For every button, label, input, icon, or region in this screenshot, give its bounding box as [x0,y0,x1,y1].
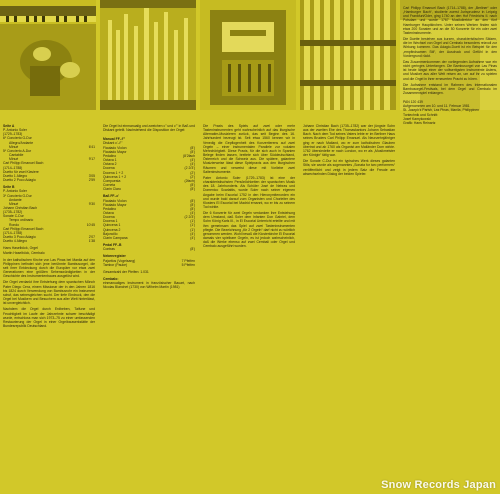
cembalo-text: einmanualiges Instrument in französischer Bauart, nach Nicolas Blanchet (1730) von Wilhelm Martin (1981) [103,281,195,290]
watermark: Snow Records Japan [381,479,496,491]
composer-cpe-bach: Carl Philipp Emanuel Bach [3,226,44,231]
register-value: (4') [190,210,195,215]
movement-label: Cantabile [9,153,24,158]
track-list-item: Duetto 2 Poco Adagio 2'59 [3,178,95,183]
register-value: (8') [190,206,195,211]
composer-cpe-bach: Carl Philipp Emanuel Bach [3,161,44,166]
register-value: (4') [190,158,195,163]
register-value: (8') [190,247,195,252]
column-text-5 [403,6,497,492]
register-name: Clarin Campana [103,235,128,240]
register-value: (8'2fach [183,153,195,158]
paragraph: Die Sonate C-Dur ist ein typisches Werk dieses galanten Stils; sie wurde als sogenanntes „Sonata for two performers“ veröffentlicht und zeigt in jedem Satz die Freude am abwechselnden Dialog der beiden Spieler. [303,159,395,176]
duetto-title: Duetto für zwei Klaviere [3,169,39,174]
track-list-item: 3º Concierto G-Dur [3,193,32,198]
column-text-3 [203,124,295,492]
register-name: Compuesta [103,178,121,183]
pedal-heading: Pedal FF–B [103,243,122,248]
composer-years: (1735–1782) [3,210,23,215]
paragraph: Die Praxis des Spiels auf zwei oder mehr Tasteninstrumenten geht wahrscheinlich auf das liturgische Alternatim-Musizieren zurück, das seit Beginn des 16. Jahrhundert bezeugt ist. Seit etwa 1560 kennen wir in Venedig die Gepflogenheit des Konzertierens auf zwei Orgeln – einer instrumentalen Parallele zur vokalen Mehrchörigkeit. Diese Praxis, für die sich auch in Spanien Belege finden lassen, breitete sich über Süddeutschland, Österreich und die Schweiz aus. Die spätere, galantere Musizierweise lässt diese Spielpraxis aus den liturgischen Räumen und verweist diese mit Vorliebe zwei Saiteninstrumente. [203,124,295,174]
register-value: (8') [190,149,195,154]
movement-label: Allegro/Andante [9,140,34,145]
photo-organ-case [200,0,296,110]
track-list-item: Minué 9'17 [9,157,95,162]
register-name: Quincena 1 [103,223,121,228]
register-name: Octava 2 [103,162,117,167]
manual-register-list [103,141,195,191]
paragraph: Das Zusammenkommen der vorliegenden Aufnahme war ein nicht geringes Unterfangen. Die Bambusorgel von Las Pinas ist heute längst einer der vollwertigsten Instrumente Asiens, und Musiker aus aller Welt reisen an, um auf ihr zu spielen und die Orgel in ihrer erneuerten Pracht zu hören. [403,59,497,81]
performer: Martin Haselböck, Cembalo [3,250,45,255]
register-name: Clarin Claro [103,187,121,192]
track-list-item: Sonate C-Dur [3,214,24,219]
photo-pipe-rows [300,0,396,110]
recording-info: Aufgenommen am 10. und 11. Februar 1981 [403,104,470,109]
paragraph: Die Aufnahme entstand im Rahmen des Internationalen Bambusorgel-Festivals, bei dem Orgel und Cembalo im Zusammenspiel erklangen. [403,82,497,95]
paragraph: Carl Philipp Emanuel Bach (1714–1788), der „Berliner“ oder „Hamburger Bach“, studierte zuerst Jurisprudenz in Leipzig und Frankfurt/Oder, ging 1740 an den Hof Friedrichs II. nach Potsdam und wurde 1767 Musikdirektor an den fünf Hamburger Hauptkirchen. Unter seinen Werken finden sich etwa 200 Sonaten und an die 50 Konzerte für ein oder zwei Tasteninstrumente. [403,6,497,35]
paragraph: Pater Antonio Soler (1729–1783) ist eine der charakteristischsten Persönlichkeiten der spanischen Musik des 18. Jahrhunderts. Als Schüler José de Nebras und Domenico Scarlattis, wurde Soler nach seiner eigenen Angabe beim Escorial 1752 in den Hieronymitenorden ein und wurde bald darauf zum Organisten und Chorleiter des Klosters El Escorial bei Madrid ernannt, wo er bis zu seinem Tod wirkte. [203,175,295,209]
paragraph: Die Duette bestehen aus kurzen, charakteristischen Sätzen, die im Wechsel von Orgel und Cembalo besonders reizvoll zur Wirkung kommen. Das Adagio-Duett ist ein Beispiel für den „empfindsamen Stil“, der Ausdruck und Gefühl in den Vordergrund rückt. [403,37,497,58]
composer-years: (1714–1788) [3,230,23,235]
spec-intro: Die Orgel ist einmanualig und zweichen c'' und c''' in Baß und Diskant geteilt. Nachstehend die Disposition der Orgel: [103,124,195,133]
register-value: (1') [190,219,195,224]
photo-organ-pipes [100,0,196,110]
paragraph: Nachdem die Orgel durch Erdbeben, Taifune und Feuchtigkeit im Laufe der Jahrzehnte schwer beschädigt wurde, entschloss man sich 1973–75 zu einer umfassenden Restaurierung der Orgel in einer Orgelbauwerkstätte der Bundesrepublik Deutschland. [3,307,95,329]
nebenregister-heading: Nebenregister [103,254,126,259]
movement-label: Tempo ordinario [9,218,34,223]
register-value: (8') [190,183,195,188]
register-name: Flautado Mayor [103,149,127,154]
track-list-item: Rondo 10'45 [9,222,95,227]
track-list-item: 6º Concierto G-Dur [3,136,32,141]
register-value: (2') [190,174,195,179]
column-text-4 [303,124,395,492]
catalog-number: PAN 120 439 [403,100,423,105]
track-list-item: Duetto 4 Allegro 1'38 [3,239,95,244]
register-name: Diskant c'–f''' [103,141,123,146]
track-list-item: Duetto 3 Poco Adagio 2'07 [3,235,95,240]
paragraph: In der katholischen Kirche von Las Pinas bei Manila auf den Philippinen befindet sich jene berühmte Bambusorgel, die seit ihrer Entdeckung durch die Europäer vor etwa zwei Generationen eine größten Sehenswürdigkeiten in der Geschichte des Instrumentenbaues ausgelöst wird. [3,257,95,279]
register-name: Corneta [103,183,116,188]
manual-heading: Manual FF–f''' [103,137,126,142]
composer-years: (1714–1788) [3,165,23,170]
bass-register-list [103,199,195,241]
register-name: Bajoncillo [103,231,118,236]
recording-info: St. Joseph's Parish, Las Pinas, Manila, Philippinen [403,108,480,113]
register-value: (2 2/3') [184,215,195,220]
side-b-heading: Seite B [3,185,15,190]
register-value: (2fach) [184,178,195,183]
side-a-heading: Seite A [3,124,15,128]
register-row: Tambor (Pauke) 5 Pfeifen [103,262,195,267]
register-name: Pedalino [103,153,117,158]
register-value: (8') [190,202,195,207]
column-organ-specification [103,124,195,492]
track-list-item: Minué 9'30 [9,201,95,206]
register-name: Docena 1 + 2 [103,170,124,175]
register-name: Docena 1 [103,219,118,224]
composer-years: (1729–1783) [3,132,23,137]
cembalo-heading: Cembalo: [103,277,119,281]
register-row: Pajaritos (Vogelsang) 7 Pfeifen [103,258,195,263]
register-name: Flautado Violon [103,198,127,203]
recording-info: Josef Kamykowski [403,116,431,121]
photo-keyboard [0,0,96,110]
bass-heading: Baß FF–c' [103,194,120,199]
recording-info: Grafik: Hans Reinartz [403,120,436,125]
register-name: Octava 1 [103,158,117,163]
pipe-total: Gesamtzahl der Pfeifen: 1.031 [103,269,149,274]
register-value: (4') [190,162,195,167]
movement-label: Andante [9,197,22,202]
recording-info: Tontechnik und Schnitt: [403,112,439,117]
register-name: Contras [103,247,115,252]
column-track-listing [3,124,95,492]
register-name: Quincena 2 [103,227,121,232]
register-name: Docena [103,215,115,220]
composer-soler: P. Antonio Soler [3,189,27,194]
paragraph: Die Orgel verdankt ihre Entstehung dem spanischen Mönch Pater Diego Cera, einem Missionar der in den Jahren 1816 bis 1824 durch Verwendung von Bambusrohr ein Instrument schuf, das seinesgleichen sucht. Der tiefe Eindruck, den die Orgel bei Musikern und Besuchern aus aller Welt hinterlässt, ist unvergleichlich. [3,280,95,306]
track-list-item: Duetto 1 Allegro 3'05 [3,173,95,178]
register-value: (8') [190,198,195,203]
register-value: (1') [190,223,195,228]
track-list-item: Minué 6'41 [9,144,95,149]
register-value: (2 2/3') [184,166,195,171]
paragraph: Die 6 Konzerte für zwei Orgeln verdanken ihre Entstehung dem Umstand, daß Soler dem Infanten Don Gabriel, dem Sohn König Karls III., in El Escorial Unterricht erteilte und mit ihm gemeinsam das Spiel auf zwei Tasteninstrumenten pflegte. Die Bezeichnung „für 2 Orgeln“ darf nicht zu wörtlich genommen werden. Wohl besaß die Klosterkirche El Escorial damals vier spielbare Orgeln, es ist jedoch wahrscheinlich, daß die Werke ebenso auf zwei Cembali oder Orgel und Cembalo ausgeführt wurden. [203,211,295,249]
register-name: Docena [103,166,115,171]
composer-soler: P. Antonio Soler [3,128,27,133]
register-name: Quincena 1 + 2 [103,174,127,179]
composer-jc-bach: Johann Christian Bach [3,205,38,210]
register-value: (4') [190,231,195,236]
register-name: Octava [103,210,114,215]
register-value: (2') [190,170,195,175]
register-name: Flautado Mayor [103,202,127,207]
performer: Hans Haselböck, Orgel [3,246,38,251]
register-value: (8') [190,187,195,192]
register-name: Pedalino [103,206,117,211]
paragraph: Johann Christian Bach (1735–1782) war der jüngste Sohn aus der zweiten Ehe des Thomaskantors Johann Sebastian Bach. Nach dem Tod seines Vaters lebte er im Berliner Haus seines Bruders Carl Philipp Emanuel. Als Neunzehnjähriger ging er nach Mailand, wo er zum katholischen Glauben übertrat und ab 1760 als Organist am Mailänder Dom wirkte. 1762 übersiedelte er nach London, wo er als „Musikmeister der Königin“ tätig war. [303,124,395,158]
register-value: (8') [190,145,195,150]
register-value: (4') [190,235,195,240]
register-name: Flautado Violon [103,145,127,150]
track-list-item: 5º Concierto A-Dur [3,148,32,153]
register-value: (1') [190,227,195,232]
